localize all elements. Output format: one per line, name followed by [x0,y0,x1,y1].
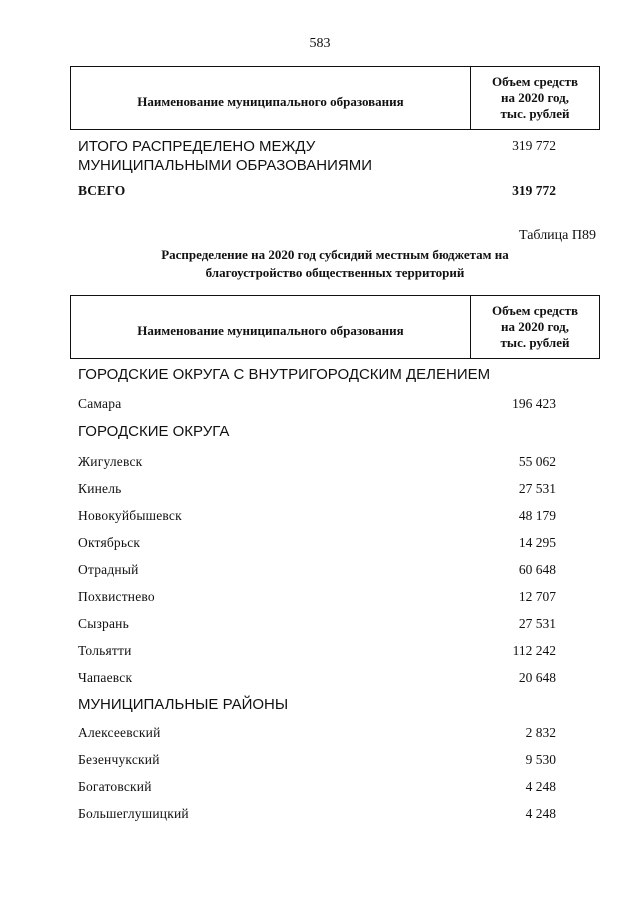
table-row-value: 4 248 [525,779,556,794]
table-header [70,295,600,359]
table-row-value: 27 531 [518,481,556,496]
table-row-name: Большеглушицкий [78,806,189,821]
table-row-value: 12 707 [518,589,556,604]
table-row-name: Чапаевск [78,670,133,685]
header-value-column: Объем средств на 2020 год, тыс. рублей [491,74,579,121]
table-row-name: Отрадный [78,562,139,577]
total-distributed-value: 319 772 [512,138,556,153]
header-value-column: Объем средств на 2020 год, тыс. рублей [491,303,579,350]
grand-total-value: 319 772 [512,183,556,198]
header-name-column: Наименование муниципального образования [71,296,471,358]
table-row-value: 9 530 [525,752,556,767]
table-row-name: Тольятти [78,643,132,658]
table-row-value: 2 832 [525,725,556,740]
table-row-name: Самара [78,396,122,411]
table-row-value: 60 648 [518,562,556,577]
table-row-name: Похвистнево [78,589,155,604]
table-row-value: 196 423 [512,396,556,411]
grand-total-label: ВСЕГО [78,183,126,198]
table-row-name: Сызрань [78,616,129,631]
table-row-name: Жигулевск [78,454,143,469]
table-row-value: 14 295 [518,535,556,550]
table-row-value: 48 179 [518,508,556,523]
section-title: ГОРОДСКИЕ ОКРУГА [78,423,230,440]
table-label: Таблица П89 [519,228,596,243]
table-row-value: 4 248 [525,806,556,821]
table-row-name: Богатовский [78,779,152,794]
section-title: ГОРОДСКИЕ ОКРУГА С ВНУТРИГОРОДСКИМ ДЕЛЕНИЕМ [78,366,491,383]
table-row-name: Октябрьск [78,535,141,550]
section-title: МУНИЦИПАЛЬНЫЕ РАЙОНЫ [78,696,289,713]
table-row-value: 112 242 [512,643,556,658]
total-distributed-label: ИТОГО РАСПРЕДЕЛЕНО МЕЖДУ МУНИЦИПАЛЬНЫМИ ОБРАЗОВАНИЯМИ [78,138,373,174]
table-title: Распределение на 2020 год субсидий местным бюджетам на благоустройство общественных территорий [161,247,509,280]
table-row-value: 55 062 [518,454,556,469]
table-row-value: 20 648 [518,670,556,685]
table-row-name: Кинель [78,481,122,496]
table-row-name: Безенчукский [78,752,160,767]
page-number: 583 [309,36,331,51]
table-header-prev [70,66,600,130]
table-row-value: 27 531 [518,616,556,631]
header-name-column: Наименование муниципального образования [71,67,471,129]
table-row-name: Алексеевский [78,725,161,740]
table-row-name: Новокуйбышевск [78,508,182,523]
